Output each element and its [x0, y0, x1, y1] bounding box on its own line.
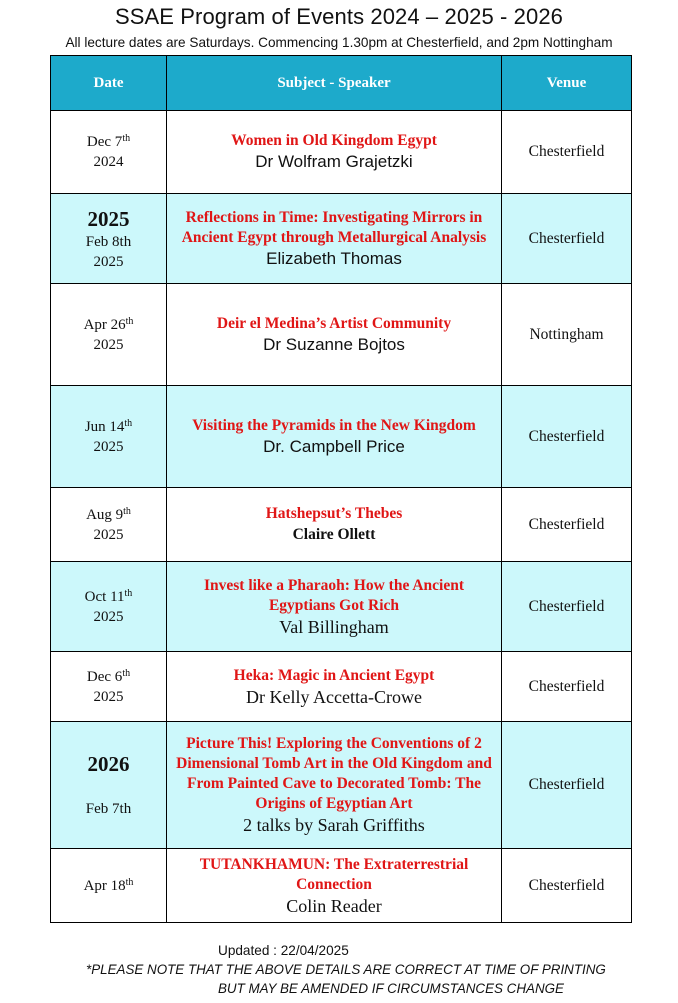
- date-suffix: th: [123, 505, 131, 517]
- page-subtitle: All lecture dates are Saturdays. Commencing 1.30pm at Chesterfield, and 2pm Nottingham: [65, 35, 613, 50]
- event-year: 2025: [93, 336, 124, 353]
- event-date: Apr 26: [83, 316, 126, 333]
- subject-cell: [167, 194, 502, 284]
- lecture-title: Deir el Medina’s Artist Community: [216, 314, 452, 332]
- date-cell: [51, 722, 167, 849]
- table-row: [51, 488, 632, 562]
- date-suffix: th: [125, 876, 134, 888]
- year-heading: 2025: [87, 206, 130, 231]
- lecture-title: Hatshepsut’s Thebes: [265, 504, 403, 522]
- column-header-date: Date: [51, 56, 167, 111]
- venue-cell: Nottingham: [502, 284, 632, 386]
- event-date: Apr 18: [83, 877, 126, 894]
- disclaimer-line-1: *PLEASE NOTE THAT THE ABOVE DETAILS ARE CORRECT AT TIME OF PRINTING: [86, 962, 606, 977]
- lecture-title: Heka: Magic in Ancient Egypt: [233, 666, 435, 684]
- lecture-title: Picture This! Exploring the Conventions of 2 Dimensional Tomb Art in the Old Kingdom and From Painted Cave to Decorated Tomb: The Origins of Egyptian Art: [176, 735, 492, 812]
- lecture-title: Visiting the Pyramids in the New Kingdom: [192, 416, 476, 434]
- date-cell: [51, 111, 167, 194]
- disclaimer-line-2: BUT MAY BE AMENDED IF CIRCUMSTANCES CHANGE: [218, 981, 564, 996]
- date-cell: [51, 386, 167, 488]
- date-cell: [51, 849, 167, 923]
- date-suffix: th: [124, 587, 133, 599]
- event-date: Oct 11: [84, 588, 125, 605]
- column-header-subject-speaker: Subject - Speaker: [167, 56, 502, 111]
- updated-date: Updated : 22/04/2025: [218, 943, 349, 958]
- venue-cell: Chesterfield: [502, 386, 632, 488]
- event-date: Jun 14: [84, 418, 125, 435]
- date-cell: [51, 284, 167, 386]
- date-suffix: th: [122, 667, 131, 679]
- subject-cell: [167, 722, 502, 849]
- venue-cell: Chesterfield: [502, 488, 632, 562]
- event-date: Feb 8th: [85, 233, 132, 250]
- subject-cell: [167, 284, 502, 386]
- events-table: [50, 55, 632, 923]
- venue-cell: Chesterfield: [502, 111, 632, 194]
- year-heading: 2026: [87, 752, 130, 776]
- venue-cell: Chesterfield: [502, 194, 632, 284]
- speaker-name: 2 talks by Sarah Griffiths: [243, 815, 425, 835]
- date-suffix: th: [125, 315, 134, 327]
- lecture-title: TUTANKHAMUN: The Extraterrestrial Connection: [199, 855, 469, 893]
- speaker-name: Dr Wolfram Grajetzki: [255, 152, 413, 171]
- table-row: [51, 849, 632, 923]
- venue-cell: Chesterfield: [502, 849, 632, 923]
- event-date: Dec 6: [86, 668, 123, 685]
- event-date: Feb 7th: [85, 801, 132, 817]
- date-cell: [51, 562, 167, 652]
- speaker-name: Elizabeth Thomas: [266, 248, 402, 268]
- subject-cell: [167, 488, 502, 562]
- table-row: [51, 194, 632, 284]
- lecture-title: Reflections in Time: Investigating Mirrors in Ancient Egypt through Metallurgical Analysis: [181, 208, 487, 246]
- speaker-name: Dr Suzanne Bojtos: [263, 334, 405, 354]
- subject-cell: [167, 652, 502, 722]
- date-cell: [51, 488, 167, 562]
- lecture-title: Women in Old Kingdom Egypt: [231, 132, 437, 149]
- venue-cell: Chesterfield: [502, 722, 632, 849]
- date-cell: [51, 652, 167, 722]
- venue-cell: Chesterfield: [502, 652, 632, 722]
- speaker-name: Val Billingham: [279, 616, 389, 637]
- event-year: 2025: [93, 438, 124, 455]
- date-suffix: th: [124, 417, 133, 429]
- page-title: SSAE Program of Events 2024 – 2025 - 2026: [114, 4, 564, 29]
- table-row: [51, 111, 632, 194]
- speaker-name: Dr Kelly Accetta-Crowe: [246, 686, 422, 707]
- event-year: 2025: [93, 608, 124, 625]
- venue-cell: Chesterfield: [502, 562, 632, 652]
- event-year: 2025: [93, 526, 124, 543]
- table-row: [51, 386, 632, 488]
- table-header-row: [51, 56, 632, 111]
- event-year: 2025: [93, 253, 124, 270]
- table-row: [51, 562, 632, 652]
- speaker-name: Colin Reader: [286, 895, 382, 916]
- table-row: [51, 284, 632, 386]
- subject-cell: [167, 111, 502, 194]
- subject-cell: [167, 849, 502, 923]
- column-header-venue: Venue: [502, 56, 632, 111]
- subject-cell: [167, 562, 502, 652]
- event-date: Aug 9: [86, 506, 124, 523]
- date-suffix: th: [122, 133, 131, 144]
- table-row: [51, 722, 632, 849]
- subject-cell: [167, 386, 502, 488]
- lecture-title: Invest like a Pharaoh: How the Ancient Egyptians Got Rich: [203, 576, 465, 614]
- event-year: 2025: [93, 688, 124, 705]
- event-date: Dec 7: [86, 134, 123, 150]
- event-year: 2024: [93, 154, 124, 170]
- date-cell: [51, 194, 167, 284]
- speaker-name: Dr. Campbell Price: [263, 436, 405, 456]
- table-row: [51, 652, 632, 722]
- speaker-name: Claire Ollett: [292, 525, 376, 543]
